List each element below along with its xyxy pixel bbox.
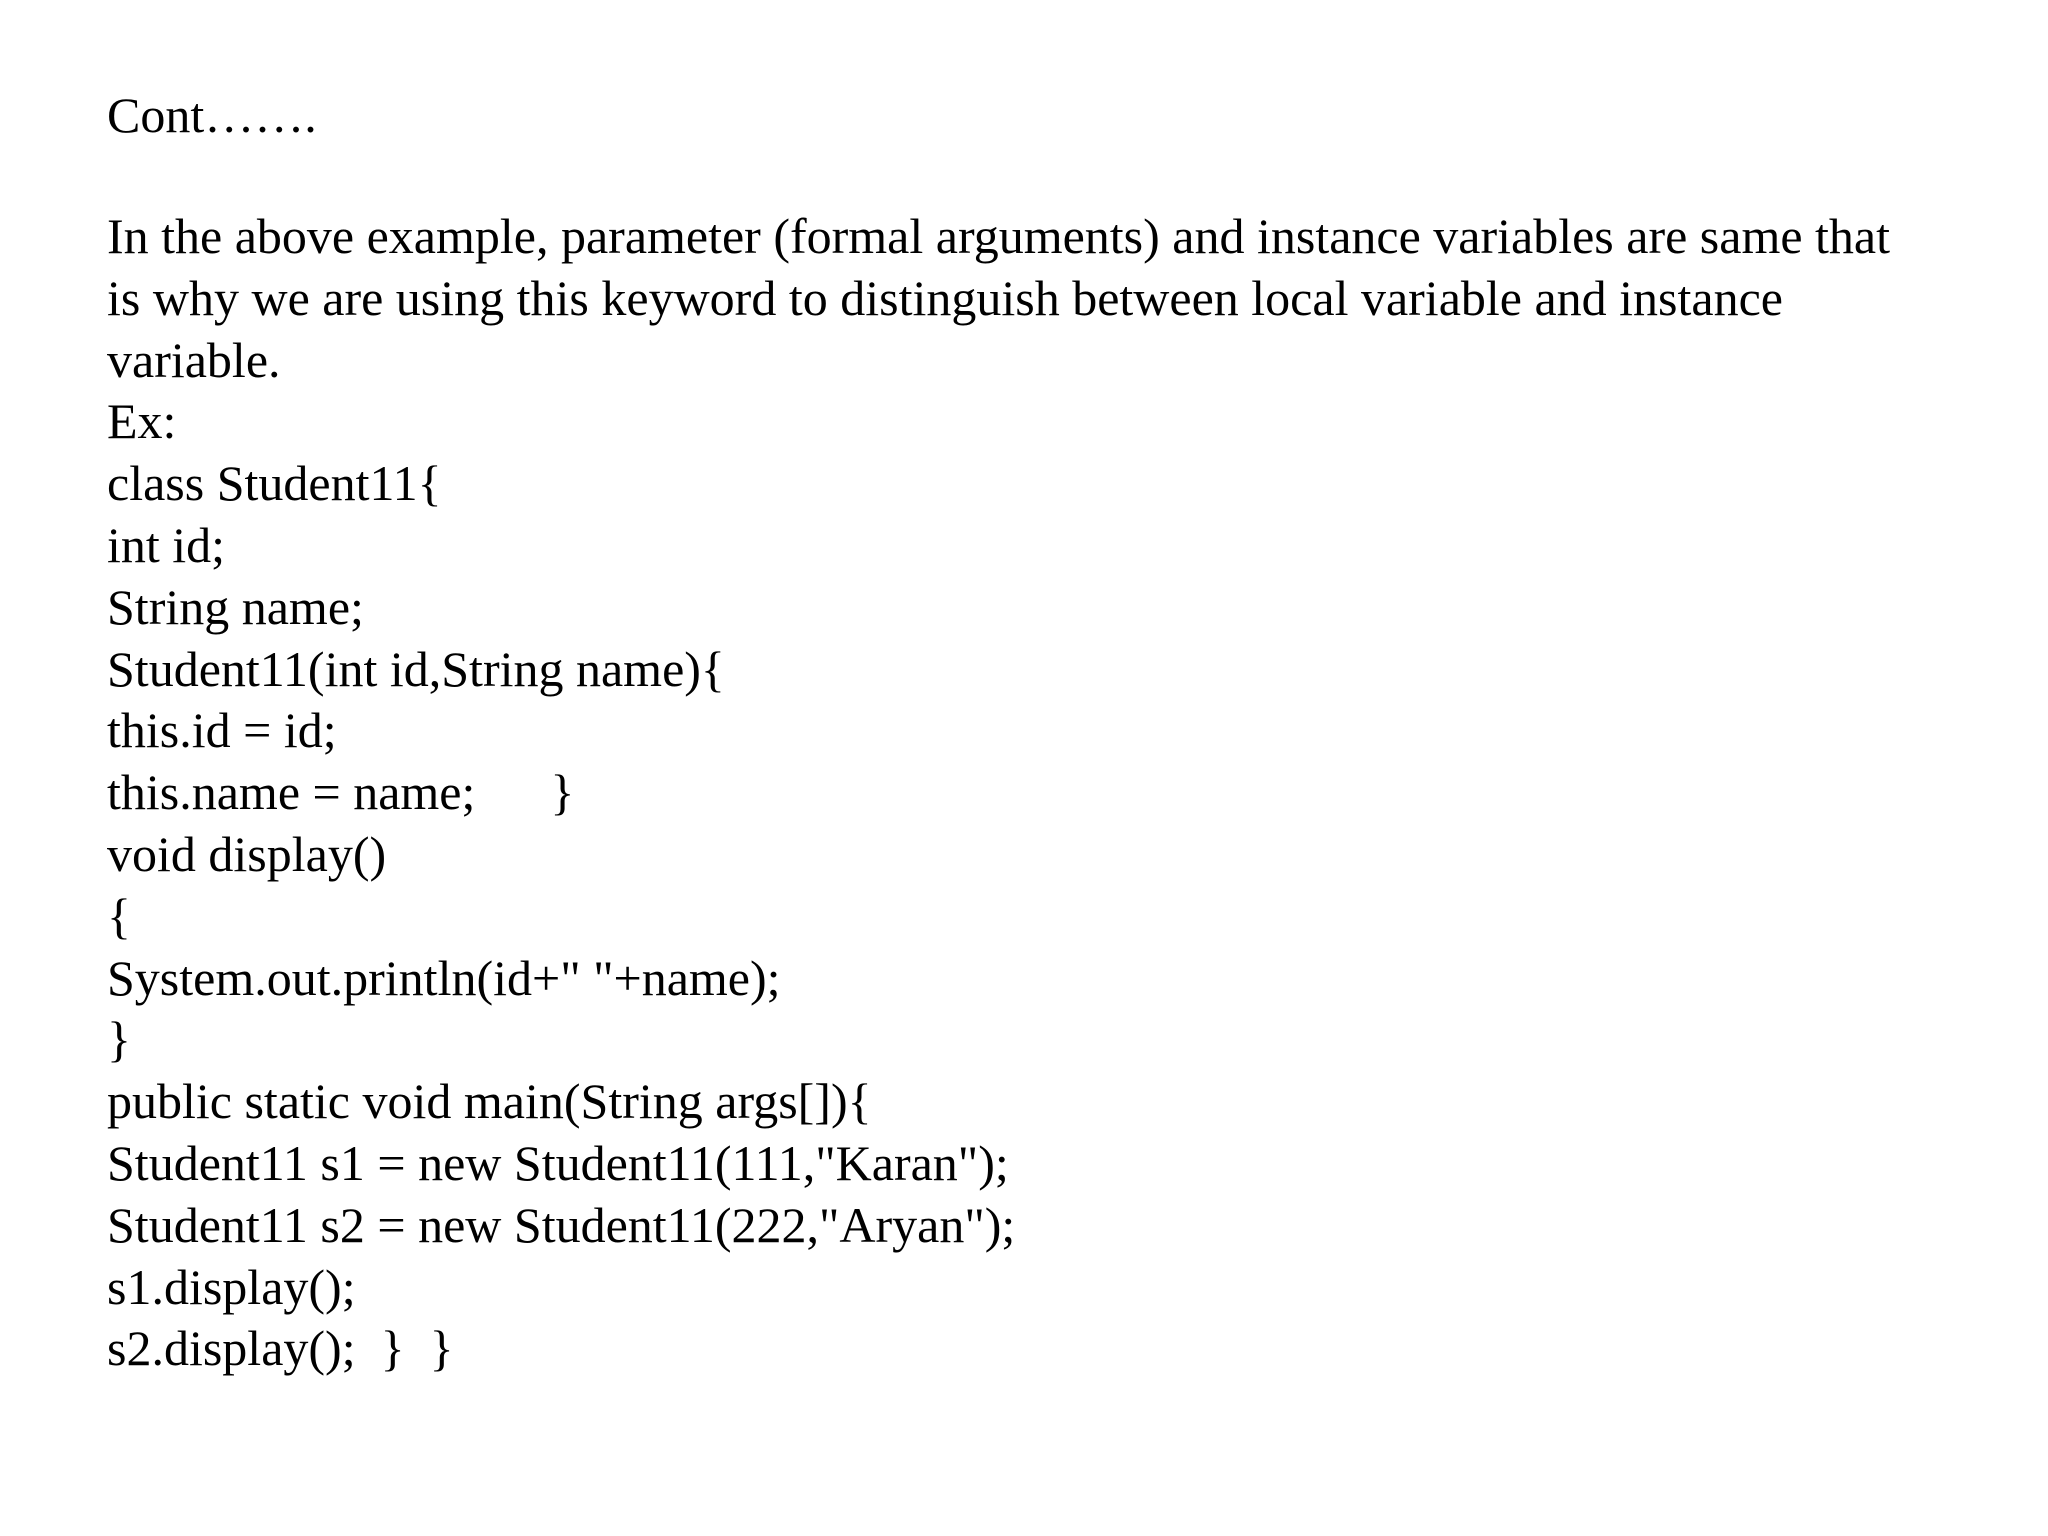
example-label: Ex: — [107, 393, 177, 450]
code-line: this.name = name; } — [107, 764, 575, 821]
code-line: s1.display(); — [107, 1258, 356, 1315]
code-line: void display() — [107, 825, 387, 882]
code-line: s2.display(); } } — [107, 1320, 454, 1377]
code-line: this.id = id; — [107, 702, 337, 759]
code-line: System.out.println(id+" "+name); — [107, 949, 781, 1006]
code-line: class Student11{ — [107, 455, 442, 512]
code-line: String name; — [107, 578, 364, 635]
paragraph-line: variable. — [107, 331, 281, 388]
paragraph-line: In the above example, parameter (formal arguments) and instance variables are same that — [107, 208, 1891, 264]
code-line: { — [107, 887, 131, 944]
code-line: } — [107, 1011, 131, 1068]
paragraph-line: is why we are using this keyword to distinguish between local variable and instance — [107, 269, 1783, 326]
page-heading: Cont……. — [107, 87, 317, 143]
code-line: Student11 s1 = new Student11(111,"Karan"); — [107, 1134, 1009, 1191]
code-line: public static void main(String args[]){ — [107, 1073, 872, 1130]
code-line: Student11(int id,String name){ — [107, 640, 725, 697]
code-line: int id; — [107, 516, 226, 573]
document-body — [107, 206, 1987, 1380]
code-line: Student11 s2 = new Student11(222,"Aryan"); — [107, 1196, 1016, 1253]
